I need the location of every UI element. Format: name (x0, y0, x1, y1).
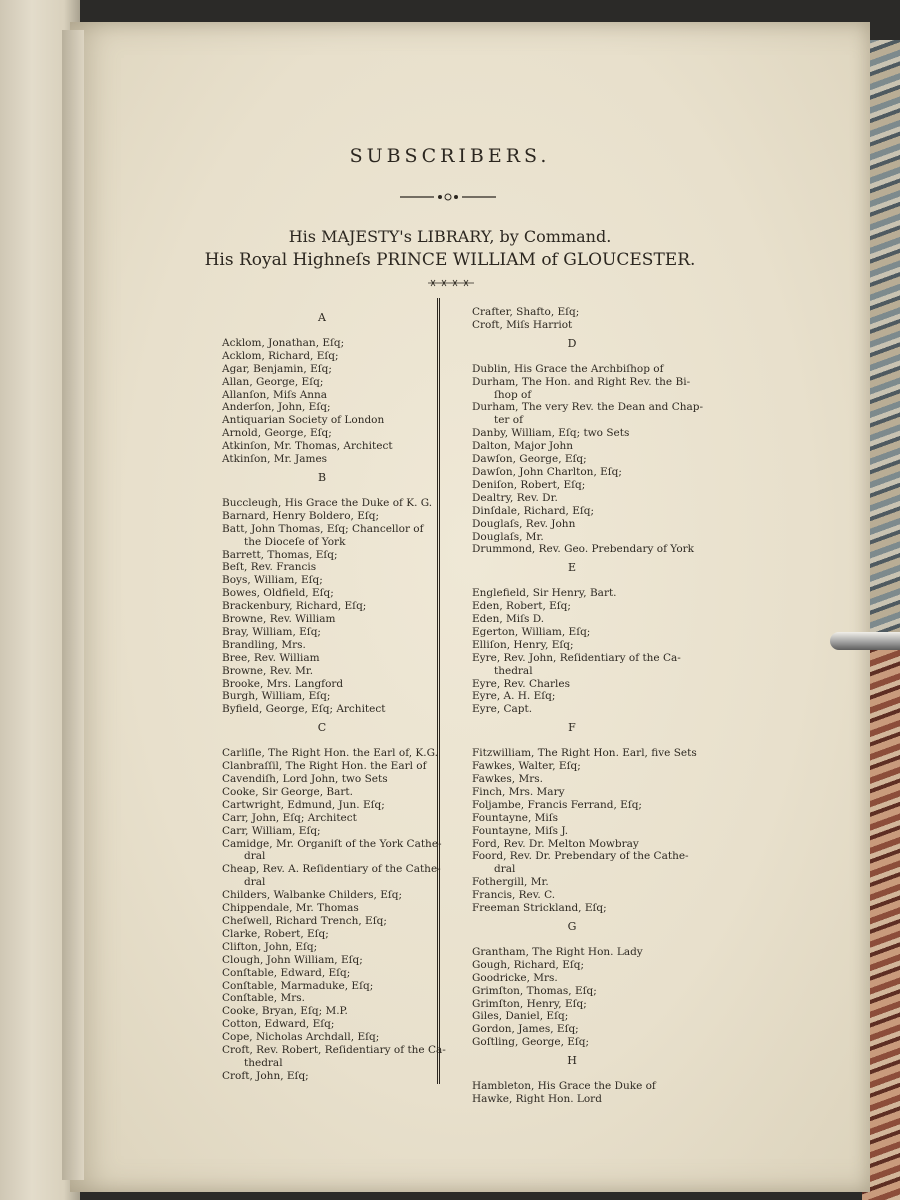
subscriber-entry (222, 812, 422, 825)
subscriber-entry (472, 1010, 672, 1023)
subscriber-name: Fountayne, Miſs J. (472, 824, 569, 837)
subscriber-entry (222, 639, 422, 652)
subscriber-name: Dawſon, John Charlton, Eſq; (472, 465, 622, 478)
subscriber-name: Chippendale, Mr. Thomas (222, 902, 359, 915)
subscriber-entry (222, 337, 422, 350)
subscriber-name: Danby, William, Eſq; two Sets (472, 427, 630, 440)
column-divider-rule (437, 298, 440, 1084)
subscriber-entry (222, 690, 422, 703)
subscriber-entry (222, 760, 427, 773)
subscriber-name: Egerton, William, Eſq; (472, 625, 591, 638)
subscriber-name: Grantham, The Right Hon. Lady (472, 945, 643, 958)
subscriber-entry (472, 651, 681, 678)
subscriber-entry (222, 561, 422, 574)
subscriber-entry (472, 479, 672, 492)
subscriber-entry (222, 363, 422, 376)
subscriber-name: Bowes, Oldfield, Eſq; (222, 587, 334, 600)
subscriber-name: Camidge, Mr. Organiſt of the York Cathe- (222, 837, 442, 850)
subscriber-entry (472, 306, 672, 319)
subscriber-name-continuation: dral (244, 876, 266, 889)
subscriber-entry (472, 453, 672, 466)
section-letter: E (567, 561, 577, 575)
subscriber-name: Gordon, James, Eſq; (472, 1023, 579, 1036)
subscriber-name: Allan, George, Eſq; (222, 375, 324, 388)
subscriber-entry (222, 1070, 422, 1083)
subscriber-entry (222, 389, 422, 402)
subscriber-entry (472, 812, 672, 825)
subscriber-entry (472, 626, 672, 639)
subscriber-name-continuation: thedral (244, 1056, 283, 1069)
subscriber-entry (222, 440, 422, 453)
subscriber-entry (472, 760, 672, 773)
subscriber-name-continuation: dral (244, 850, 266, 863)
subscriber-entry (472, 375, 691, 402)
subscriber-name: Grimſton, Thomas, Eſq; (472, 984, 597, 997)
subscriber-entry (222, 600, 422, 613)
subscriber-name: Durham, The very Rev. the Dean and Chap- (472, 401, 704, 414)
subscriber-entry (472, 639, 672, 652)
subscriber-entry (472, 1093, 672, 1106)
subscriber-name: Eyre, Rev. Charles (472, 677, 571, 690)
subscriber-name: Acklom, Richard, Eſq; (222, 349, 339, 362)
subscriber-name: Fawkes, Walter, Eſq; (472, 760, 581, 773)
subscriber-name: Giles, Daniel, Eſq; (472, 1010, 569, 1023)
subscriber-entry (472, 876, 672, 889)
subscriber-name: Anderſon, John, Eſq; (222, 401, 331, 414)
subscriber-name: Hawke, Right Hon. Lord (472, 1092, 602, 1105)
subscriber-name: Brackenbury, Richard, Eſq; (222, 600, 367, 613)
subscriber-name: Beſt, Rev. Francis (222, 561, 317, 574)
subscriber-entry (222, 863, 441, 889)
subscriber-entry (222, 427, 422, 440)
subscriber-name: Cooke, Bryan, Eſq; M.P. (222, 1005, 348, 1018)
subscriber-name: Antiquarian Society of London (222, 414, 385, 427)
subscriber-entry (222, 523, 422, 549)
subscriber-name: Eyre, A. H. Eſq; (472, 690, 556, 703)
subscriber-entry (222, 574, 422, 587)
subscriber-name: Douglaſs, Mr. (472, 530, 544, 543)
subscriber-name-continuation: ſhop of (494, 388, 532, 401)
subscriber-entry (472, 825, 672, 838)
subscriber-entry (222, 678, 422, 691)
subscriber-name: Agar, Benjamin, Eſq; (222, 362, 332, 375)
dedication-line-1: His MAJESTY's LIBRARY, by Command. (288, 227, 612, 246)
subscriber-entry (472, 998, 672, 1011)
subscriber-name: Eyre, Rev. John, Reſidentiary of the Ca- (472, 651, 681, 664)
subscriber-name: Carliſle, The Right Hon. the Earl of, K.G. (222, 747, 438, 760)
subscriber-name: Goodricke, Mrs. (472, 971, 558, 984)
page-gutter (62, 30, 84, 1180)
subscriber-name: Fitzwilliam, The Right Hon. Earl, five Sets (472, 747, 697, 760)
subscriber-entry (472, 959, 672, 972)
subscriber-entry (222, 915, 422, 928)
section-letter: A (318, 311, 326, 324)
subscriber-name: Byfield, George, Eſq; Architect (222, 703, 386, 716)
subscriber-name: Foord, Rev. Dr. Prebendary of the Cathe- (472, 850, 689, 863)
subscriber-entry (222, 1005, 422, 1018)
subscriber-name: Crafter, Shafto, Eſq; (472, 306, 580, 318)
subscriber-name: Atkinſon, Mr. James (222, 453, 328, 466)
subscriber-name: Eyre, Capt. (472, 703, 533, 716)
subscriber-name: Grimſton, Henry, Eſq; (472, 997, 587, 1010)
subscriber-name: Boys, William, Eſq; (222, 574, 323, 587)
subscriber-entry (472, 543, 695, 556)
subscriber-name: Elliſon, Henry, Eſq; (472, 638, 574, 651)
subscriber-entry (472, 1036, 672, 1049)
subscriber-entry (222, 928, 422, 941)
subscriber-name: Arnold, George, Eſq; (222, 427, 332, 440)
subscriber-entry (222, 414, 422, 427)
subscriber-name: Cheap, Rev. A. Reſidentiary of the Cathe- (222, 863, 441, 876)
subscriber-name: Eden, Miſs D. (472, 613, 545, 626)
subscriber-name: Dalton, Major John (472, 440, 574, 453)
subscriber-entry (472, 678, 672, 691)
subscriber-name: Burgh, William, Eſq; (222, 690, 331, 703)
title-ornament-icon (400, 192, 496, 202)
subscriber-entry (222, 665, 422, 678)
subscriber-entry (472, 531, 672, 544)
subscriber-name: Allanſon, Miſs Anna (222, 388, 328, 401)
subscriber-name: Eden, Robert, Eſq; (472, 600, 571, 613)
subscriber-name: Deniſon, Robert, Eſq; (472, 478, 586, 491)
subscriber-entry (472, 786, 672, 799)
subscriber-name: Bree, Rev. William (222, 651, 320, 664)
subscriber-entry (222, 980, 422, 993)
subscriber-entry (222, 626, 422, 639)
subscriber-name: Barnard, Henry Boldero, Eſq; (222, 509, 380, 522)
subscriber-entry (472, 747, 697, 760)
bookmark-clip (830, 632, 900, 650)
subscriber-entry (472, 587, 672, 600)
subscriber-entry (472, 838, 672, 851)
subscriber-name: Gough, Richard, Eſq; (472, 958, 585, 971)
subscriber-name: Finch, Mrs. Mary (472, 785, 565, 798)
subscriber-name: Bray, William, Eſq; (222, 625, 321, 638)
subscriber-name: Croft, Rev. Robert, Reſidentiary of the Ca- (222, 1044, 446, 1057)
subscriber-entry (222, 376, 422, 389)
subscriber-name: Brandling, Mrs. (222, 638, 306, 651)
subscriber-entry (222, 941, 422, 954)
subscriber-name: Francis, Rev. C. (472, 889, 556, 902)
subscriber-name: Englefield, Sir Henry, Bart. (472, 587, 617, 600)
subscriber-entry (472, 703, 672, 716)
subscriber-entry (472, 466, 672, 479)
subscriber-entry (472, 985, 672, 998)
subscriber-name: Cartwright, Edmund, Jun. Eſq; (222, 798, 385, 811)
subscriber-entry (472, 427, 672, 440)
subscriber-entry (222, 1018, 422, 1031)
subscriber-name: Carr, John, Eſq; Architect (222, 811, 357, 824)
subscriber-name-continuation: the Dioceſe of York (244, 535, 346, 548)
subscriber-entry (472, 401, 704, 427)
subscriber-entry (222, 703, 422, 716)
subscriber-name: Freeman Strickland, Eſq; (472, 902, 607, 915)
subscriber-name: Cooke, Sir George, Bart. (222, 785, 353, 798)
subscriber-entry (472, 690, 672, 703)
subscriber-entry (222, 510, 422, 523)
subscribers-right-column (472, 306, 704, 1106)
subscriber-name: Dublin, His Grace the Archbiſhop of (472, 362, 664, 375)
subscriber-name: Conſtable, Mrs. (222, 992, 305, 1005)
subscriber-name: Goſtling, George, Eſq; (472, 1036, 590, 1049)
subscriber-entry (472, 363, 672, 376)
subscriber-name: Batt, John Thomas, Eſq; Chancellor of (222, 522, 424, 535)
subscriber-name: Dealtry, Rev. Dr. (472, 491, 558, 504)
subscriber-name: Clifton, John, Eſq; (222, 940, 318, 953)
subscriber-name: Acklom, Jonathan, Eſq; (222, 336, 345, 349)
subscriber-entry (222, 799, 422, 812)
subscriber-name: Buccleugh, His Grace the Duke of K. G. (222, 496, 433, 509)
subscriber-entry (472, 518, 672, 531)
subscribers-left-column (222, 306, 446, 1083)
subscriber-name: Cheſwell, Richard Trench, Eſq; (222, 914, 387, 927)
subscriber-entry (472, 889, 672, 902)
subscriber-name: Croft, Miſs Harriot (472, 318, 573, 331)
subscriber-name: Fawkes, Mrs. (472, 773, 543, 785)
subscriber-name: Cavendiſh, Lord John, two Sets (222, 773, 388, 785)
subscriber-name: Conſtable, Marmaduke, Eſq; (222, 979, 374, 992)
subscriber-name-continuation: ter of (494, 414, 523, 427)
subscriber-entry (472, 600, 672, 613)
subscriber-entry (222, 496, 433, 510)
subscriber-name: Brooke, Mrs. Langford (222, 677, 344, 690)
subscriber-entry (472, 946, 672, 959)
subscriber-entry (472, 972, 672, 985)
subscriber-entry (222, 549, 422, 562)
subscriber-name: Conſtable, Edward, Eſq; (222, 966, 351, 979)
subscriber-entry (472, 773, 672, 786)
subscriber-entry (222, 992, 422, 1005)
subscriber-name: Dinſdale, Richard, Eſq; (472, 504, 595, 517)
subscriber-entry (222, 1044, 446, 1070)
subscriber-entry (472, 902, 672, 915)
subscriber-entry (222, 401, 422, 414)
subscriber-name-continuation: dral (494, 863, 516, 876)
section-letter: B (317, 470, 327, 484)
subscriber-entry (472, 1080, 672, 1093)
subscriber-name: Douglaſs, Rev. John (472, 517, 576, 530)
section-letter: F (568, 721, 576, 735)
subscriber-entry (222, 837, 442, 864)
subscriber-entry (472, 492, 672, 505)
subscriber-entry (222, 954, 422, 967)
subscriber-entry (222, 825, 422, 838)
subscriber-name: Clanbraſſil, The Right Hon. the Earl of (222, 760, 427, 773)
subscriber-name: Ford, Rev. Dr. Melton Mowbray (472, 837, 639, 850)
subscriber-name: Barrett, Thomas, Eſq; (222, 548, 338, 561)
subscriber-entry (472, 613, 672, 626)
subscriber-entry (222, 350, 422, 363)
subscriber-entry (222, 587, 422, 600)
subscriber-entry (222, 1031, 422, 1044)
subscriber-entry (222, 453, 422, 466)
section-letter: H (567, 1054, 577, 1068)
subscriber-name: Browne, Rev. Mr. (222, 664, 314, 677)
subscriber-name: Clough, John William, Eſq; (222, 953, 363, 966)
subscriber-entry (222, 747, 438, 760)
dedication-line-2: His Royal Highneſs PRINCE WILLIAM of GLOUCESTER. (204, 250, 696, 270)
subscriber-name: Dawſon, George, Eſq; (472, 453, 587, 466)
subscriber-name: Browne, Rev. William (222, 613, 336, 626)
subscriber-name-continuation: thedral (494, 664, 533, 677)
section-letter: D (567, 336, 577, 350)
subscriber-entry (222, 889, 422, 902)
subscriber-entry (222, 613, 422, 626)
subscriber-name: Atkinſon, Mr. Thomas, Architect (222, 440, 393, 453)
section-letter: C (317, 721, 327, 735)
subscriber-entry (222, 652, 422, 665)
subscriber-name: Childers, Walbanke Childers, Eſq; (222, 889, 403, 902)
subscriber-entry (222, 902, 422, 915)
subscriber-entry (472, 505, 672, 518)
subscriber-name: Foljambe, Francis Ferrand, Eſq; (472, 798, 642, 811)
subscriber-name: Cope, Nicholas Archdall, Eſq; (222, 1031, 380, 1044)
subscriber-entry (222, 773, 422, 786)
subscriber-name: Carr, William, Eſq; (222, 824, 321, 837)
subscriber-name: Durham, The Hon. and Right Rev. the Bi- (472, 375, 691, 388)
subscriber-entry (472, 1023, 672, 1036)
section-letter: G (567, 919, 577, 933)
subscriber-entry (472, 440, 672, 453)
subscriber-entry (472, 799, 672, 812)
subscriber-name: Drummond, Rev. Geo. Prebendary of York (472, 543, 695, 556)
subscriber-name: Clarke, Robert, Eſq; (222, 927, 329, 940)
subscriber-name: Hambleton, His Grace the Duke of (472, 1080, 656, 1093)
subscriber-name: Cotton, Edward, Eſq; (222, 1018, 335, 1031)
subscriber-name: Fothergill, Mr. (472, 876, 549, 889)
page-title: SUBSCRIBERS. (349, 145, 551, 167)
subscriber-entry (222, 967, 422, 980)
subscriber-entry (472, 850, 689, 876)
subscriber-entry (222, 786, 422, 799)
divider-ornament-icon (428, 279, 474, 287)
subscriber-name: Fountayne, Miſs (472, 811, 559, 824)
subscriber-name: Croft, John, Eſq; (222, 1069, 309, 1082)
subscriber-entry (472, 319, 672, 332)
